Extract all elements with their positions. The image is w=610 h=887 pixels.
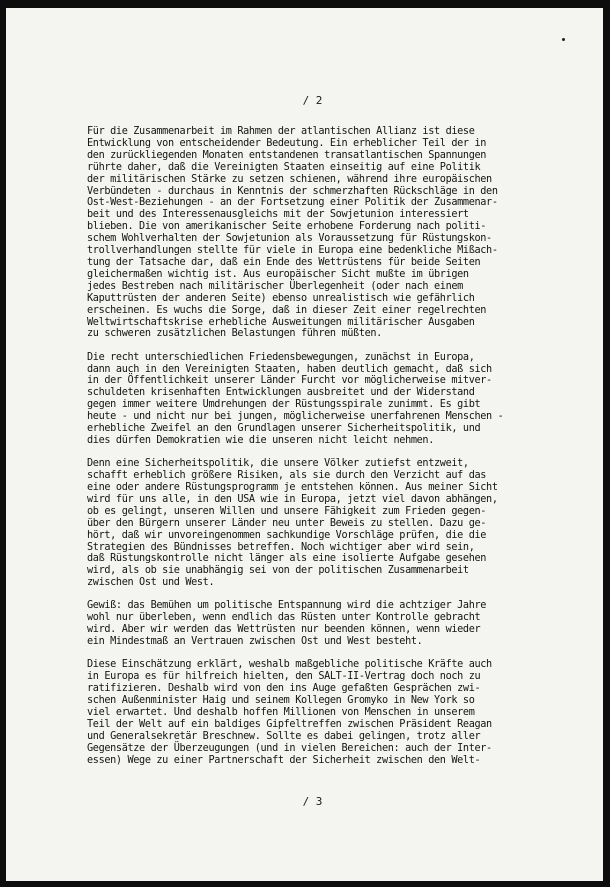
paragraph (87, 126, 587, 340)
text-line: erscheinen. Es wuchs die Sorge, daß in dieser Zeit einer regelrechten (87, 304, 487, 316)
text-line: wohl nur überleben, wenn endlich das Rüsten unter Kontrolle gebracht (87, 612, 481, 624)
text-line: den zurückliegenden Monaten entstandenen transatlantischen Spannungen (87, 149, 487, 161)
text-line: hört, daß wir unvoreingenommen sachkundige Vorschläge prüfen, die die (87, 529, 487, 541)
document-page (6, 8, 603, 881)
text-line: Kaputtrüsten der anderen Seite) ebenso unrealistisch wie gefährlich (87, 292, 475, 304)
text-line: der militärischen Stärke zu setzen schienen, während ihre europäischen (87, 173, 492, 185)
text-line: Für die Zusammenarbeit im Rahmen der atlantischen Allianz ist diese (87, 126, 475, 137)
text-line: essen) Wege zu einer Partnerschaft der Sicherheit zwischen den Welt- (87, 754, 481, 766)
text-line: und Generalsekretär Breschnew. Sollte es dabei gelingen, trotz aller (87, 730, 481, 742)
page-number-bottom: / 3 (302, 795, 323, 808)
text-line: erhebliche Zweifel an den Grundlagen unserer Sicherheitspolitik, und (87, 423, 481, 435)
scan-speck (562, 38, 565, 41)
text-line: schen Außenminister Haig und seinem Kollegen Gromyko in New York so (87, 695, 475, 707)
text-line: Gewiß: das Bemühen um politische Entspannung wird die achtziger Jahre (87, 600, 487, 612)
paragraph (87, 352, 587, 447)
text-line: Ost-West-Beziehungen - an der Fortsetzung einer Politik der Zusammenar- (87, 197, 498, 209)
text-line: heute - und nicht nur bei jungen, möglicherweise unerfahrenen Menschen - (87, 411, 504, 423)
text-line: in Europa es für hilfreich hielten, den SALT-II-Vertrag doch noch zu (87, 671, 481, 683)
text-line: eine oder andere Rüstungsprogramm je entstehen können. Aus meiner Sicht (87, 481, 498, 493)
text-line: tung der Tatsache dar, daß ein Ende des Wettrüstens für beide Seiten (87, 256, 481, 268)
page-number-top: / 2 (302, 94, 323, 107)
text-line: rührte daher, daß die Vereinigten Staaten einseitig auf eine Politik (87, 161, 481, 173)
text-line: ob es gelingt, unseren Willen und unsere Fähigkeit zum Frieden gegen- (87, 505, 487, 517)
text-line: Gegensätze der Überzeugungen (und in vielen Bereichen: auch der Inter- (87, 742, 492, 754)
text-line: Denn eine Sicherheitspolitik, die unsere Völker zutiefst entzweit, (87, 458, 469, 470)
text-line: Die recht unterschiedlichen Friedensbewegungen, zunächst in Europa, (87, 351, 475, 363)
text-line: ratifizieren. Deshalb wird von den ins Auge gefaßten Gesprächen zwi- (87, 683, 481, 695)
text-line: daß Rüstungskontrolle nicht länger als eine isolierte Aufgabe gesehen (87, 553, 487, 565)
text-line: schafft erheblich größere Risiken, als sie durch den Verzicht auf das (87, 470, 487, 482)
text-line: trollverhandlungen stellte für viele in Europa eine bedenkliche Mißach- (87, 245, 498, 257)
text-line: dann auch in den Vereinigten Staaten, haben deutlich gemacht, daß sich (87, 363, 492, 375)
text-line: dies dürfen Demokratien wie die unseren nicht leicht nehmen. (87, 434, 435, 446)
text-line: Strategien des Bündnisses betreffen. Noch wichtiger aber wird sein, (87, 541, 475, 553)
paragraph (87, 458, 587, 589)
text-line: viel erwartet. Und deshalb hoffen Millionen von Menschen in unserem (87, 706, 475, 718)
text-line: Diese Einschätzung erklärt, weshalb maßgebliche politische Kräfte auch (87, 659, 492, 671)
text-line: wird für uns alle, in den USA wie in Europa, jetzt viel davon abhängen, (87, 493, 498, 505)
text-line: zu schweren zusätzlichen Belastungen führen müßten. (87, 328, 382, 340)
text-line: beit und des Interessenausgleichs mit der Sowjetunion interessiert (87, 209, 469, 221)
text-line: schuldeten krisenhaften Entwicklungen ausbreitet und der Widerstand (87, 387, 475, 399)
paragraph (87, 600, 587, 648)
text-line: jedes Bestreben nach militärischer Überlegenheit (oder nach einem (87, 280, 463, 292)
text-line: wird. Aber wir werden das Wettrüsten nur beenden können, wenn wieder (87, 624, 481, 636)
text-line: Teil der Welt auf ein baldiges Gipfeltreffen zwischen Präsident Reagan (87, 718, 492, 730)
text-line: gegen immer weitere Umdrehungen der Rüstungsspirale zunimmt. Es gibt (87, 399, 481, 411)
text-line: schem Wohlverhalten der Sowjetunion als Voraussetzung für Rüstungskon- (87, 233, 492, 245)
text-line: Entwicklung von entscheidender Bedeutung. Ein erheblicher Teil der in (87, 137, 487, 149)
text-line: über den Bürgern unserer Länder neu unter Beweis zu stellen. Dazu ge- (87, 517, 487, 529)
text-line: Weltwirtschaftskrise erhebliche Ausweitungen militärischer Ausgaben (87, 316, 475, 328)
paragraph (87, 659, 587, 766)
text-line: wird, als ob sie unabhängig sei von der politischen Zusammenarbeit (87, 565, 469, 577)
text-line: in der Öffentlichkeit unserer Länder Furcht vor möglicherweise mitver- (87, 375, 492, 387)
document-body (87, 126, 587, 778)
text-line: ein Mindestmaß an Vertrauen zwischen Ost und West besteht. (87, 636, 423, 648)
text-line: gleichermaßen wichtig ist. Aus europäischer Sicht mußte im übrigen (87, 268, 469, 280)
text-line: Verbündeten - durchaus in Kenntnis der schmerzhaften Rückschläge in den (87, 185, 498, 197)
text-line: blieben. Die von amerikanischer Seite erhobene Forderung nach politi- (87, 221, 487, 233)
text-line: zwischen Ost und West. (87, 577, 215, 589)
